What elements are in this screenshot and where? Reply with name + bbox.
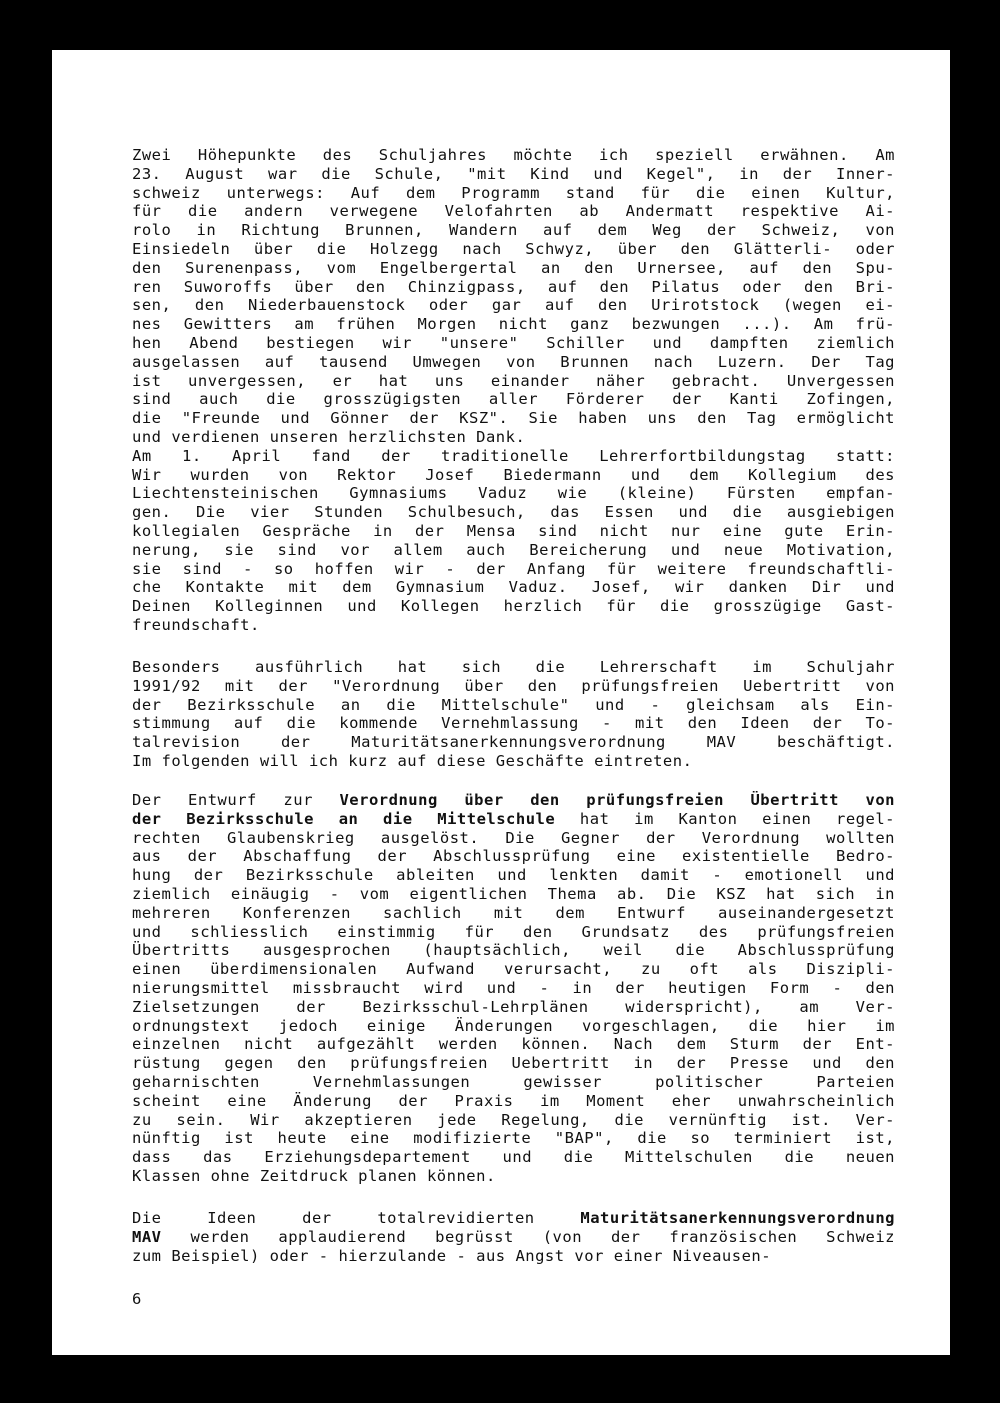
text-line: nierungsmittel missbraucht wird und - in der heutigen Form - den: [132, 978, 895, 997]
text-line: Zwei Höhepunkte des Schuljahres möchte ich speziell erwähnen. Am: [132, 146, 895, 164]
text-line: dass das Erziehungsdepartement und die Mittelschulen die neuen: [132, 1148, 895, 1167]
text-line: und verdienen unseren herzlichsten Dank.: [132, 427, 526, 446]
text-line: geharnischten Vernehmlassungen gewisser politischer Parteien: [132, 1072, 895, 1091]
text-line: Im folgenden will ich kurz auf diese Geschäfte eintreten.: [132, 751, 693, 770]
text-line: für die andern verwegene Velofahrten ab Andermatt respektive Ai-: [132, 202, 895, 221]
text-line: Die Ideen der totalrevidierten Maturitätsanerkennungsverordnung: [132, 1209, 895, 1227]
text-line: kollegialen Gespräche in der Mensa sind nicht nur eine gute Erin-: [132, 521, 895, 540]
text-line: Wir wurden von Rektor Josef Biedermann und dem Kollegium des: [132, 465, 895, 484]
text-line: ausgelassen auf tausend Umwegen von Brunnen nach Luzern. Der Tag: [132, 352, 895, 371]
text-line: gen. Die vier Stunden Schulbesuch, das Essen und die ausgiebigen: [132, 503, 895, 522]
text-line: rolo in Richtung Brunnen, Wandern auf dem Weg der Schweiz, von: [132, 221, 895, 240]
paragraph-1: [132, 146, 895, 635]
paragraph-2: [132, 658, 895, 771]
text-line: hung der Bezirksschule ableiten und lenkten damit - emotionell und: [132, 866, 895, 885]
text-line: Zielsetzungen der Bezirksschul-Lehrplänen widerspricht), am Ver-: [132, 997, 895, 1016]
text-line: nünftig ist heute eine modifizierte "BAP", die so terminiert ist,: [132, 1129, 895, 1148]
text-line: sen, den Niederbauenstock oder gar auf den Urirotstock (wegen ei-: [132, 296, 895, 315]
paragraph-4: [132, 1209, 895, 1265]
text-line: der Bezirksschule an die Mittelschule hat im Kanton einen regel-: [132, 809, 895, 828]
text-line: Einsiedeln über die Holzegg nach Schwyz, über den Glätterli- oder: [132, 239, 895, 258]
text-line: ordnungstext jedoch einige Änderungen vorgeschlagen, die hier im: [132, 1016, 895, 1035]
text-line: rüstung gegen den prüfungsfreien Uebertritt in der Presse und den: [132, 1054, 895, 1073]
bold-text: der Bezirksschule an die Mittelschule: [132, 809, 556, 828]
text-line: mehreren Konferenzen sachlich mit dem Entwurf auseinandergesetzt: [132, 903, 895, 922]
text-line: Besonders ausführlich hat sich die Lehrerschaft im Schuljahr: [132, 658, 895, 676]
text-line: Am 1. April fand der traditionelle Lehrerfortbildungstag statt:: [132, 446, 895, 465]
text-line: einen überdimensionalen Aufwand verursacht, zu oft als Diszipli-: [132, 960, 895, 979]
text-line: der Bezirksschule an die Mittelschule" und - gleichsam als Ein-: [132, 695, 895, 714]
text-line: zum Beispiel) oder - hierzulande - aus Angst vor einer Niveausen-: [132, 1246, 772, 1265]
text-line: talrevision der Maturitätsanerkennungsverordnung MAV beschäftigt.: [132, 733, 895, 752]
text-line: aus der Abschaffung der Abschlussprüfung eine existentielle Bedro-: [132, 847, 895, 866]
text-line: sind auch die grosszügigsten aller Förderer der Kanti Zofingen,: [132, 390, 895, 409]
page-number: 6: [132, 1290, 142, 1308]
text-line: ren Suworoffs über den Chinzigpass, auf den Pilatus oder den Bri-: [132, 277, 895, 296]
text-line: 23. August war die Schule, "mit Kind und Kegel", in der Inner-: [132, 164, 895, 183]
text-line: Übertritts ausgesprochen (hauptsächlich, weil die Abschlussprüfung: [132, 941, 895, 960]
bold-text: MAV: [132, 1227, 162, 1246]
text-line: MAV werden applaudierend begrüsst (von der französischen Schweiz: [132, 1227, 895, 1246]
text-line: schweiz unterwegs: Auf dem Programm stand für die einen Kultur,: [132, 183, 895, 202]
bold-text: Maturitätsanerkennungsverordnung: [580, 1209, 895, 1227]
text-line: freundschaft.: [132, 615, 260, 634]
text-line: hen Abend bestiegen wir "unsere" Schiller und dampften ziemlich: [132, 333, 895, 352]
text-line: zu sein. Wir akzeptieren jede Regelung, die vernünftig ist. Ver-: [132, 1110, 895, 1129]
text-line: Liechtensteinischen Gymnasiums Vaduz wie (kleine) Fürsten empfan-: [132, 484, 895, 503]
text-line: Klassen ohne Zeitdruck planen können.: [132, 1166, 496, 1185]
bold-text: Verordnung über den prüfungsfreien Übertritt von: [339, 791, 895, 809]
text-line: ziemlich einäugig - vom eigentlichen Thema ab. Die KSZ hat sich in: [132, 884, 895, 903]
document-page: [52, 50, 950, 1355]
text-line: sie sind - so hoffen wir - der Anfang für weitere freundschaftli-: [132, 559, 895, 578]
text-line: rechten Glaubenskrieg ausgelöst. Die Gegner der Verordnung wollten: [132, 828, 895, 847]
text-line: che Kontakte mit dem Gymnasium Vaduz. Josef, wir danken Dir und: [132, 578, 895, 597]
text-line: scheint eine Änderung der Praxis im Moment eher unwahrscheinlich: [132, 1091, 895, 1110]
text-line: einzelnen nicht aufgezählt werden können. Nach dem Sturm der Ent-: [132, 1035, 895, 1054]
text-line: nes Gewitters am frühen Morgen nicht ganz bezwungen ...). Am frü-: [132, 315, 895, 334]
text-line: Der Entwurf zur Verordnung über den prüfungsfreien Übertritt von: [132, 791, 895, 809]
text-line: ist unvergessen, er hat uns einander näher gebracht. Unvergessen: [132, 371, 895, 390]
text-line: und schliesslich einstimmig für den Grundsatz des prüfungsfreien: [132, 922, 895, 941]
text-line: die "Freunde und Gönner der KSZ". Sie haben uns den Tag ermöglicht: [132, 409, 895, 428]
text-line: stimmung auf die kommende Vernehmlassung - mit den Ideen der To-: [132, 714, 895, 733]
text-line: 1991/92 mit der "Verordnung über den prüfungsfreien Uebertritt von: [132, 676, 895, 695]
text-line: nerung, sie sind vor allem auch Bereicherung und neue Motivation,: [132, 540, 895, 559]
text-line: Deinen Kolleginnen und Kollegen herzlich für die grosszügige Gast-: [132, 597, 895, 616]
paragraph-3: [132, 791, 895, 1186]
text-line: den Surenenpass, vom Engelbergertal an den Urnersee, auf den Spu-: [132, 258, 895, 277]
